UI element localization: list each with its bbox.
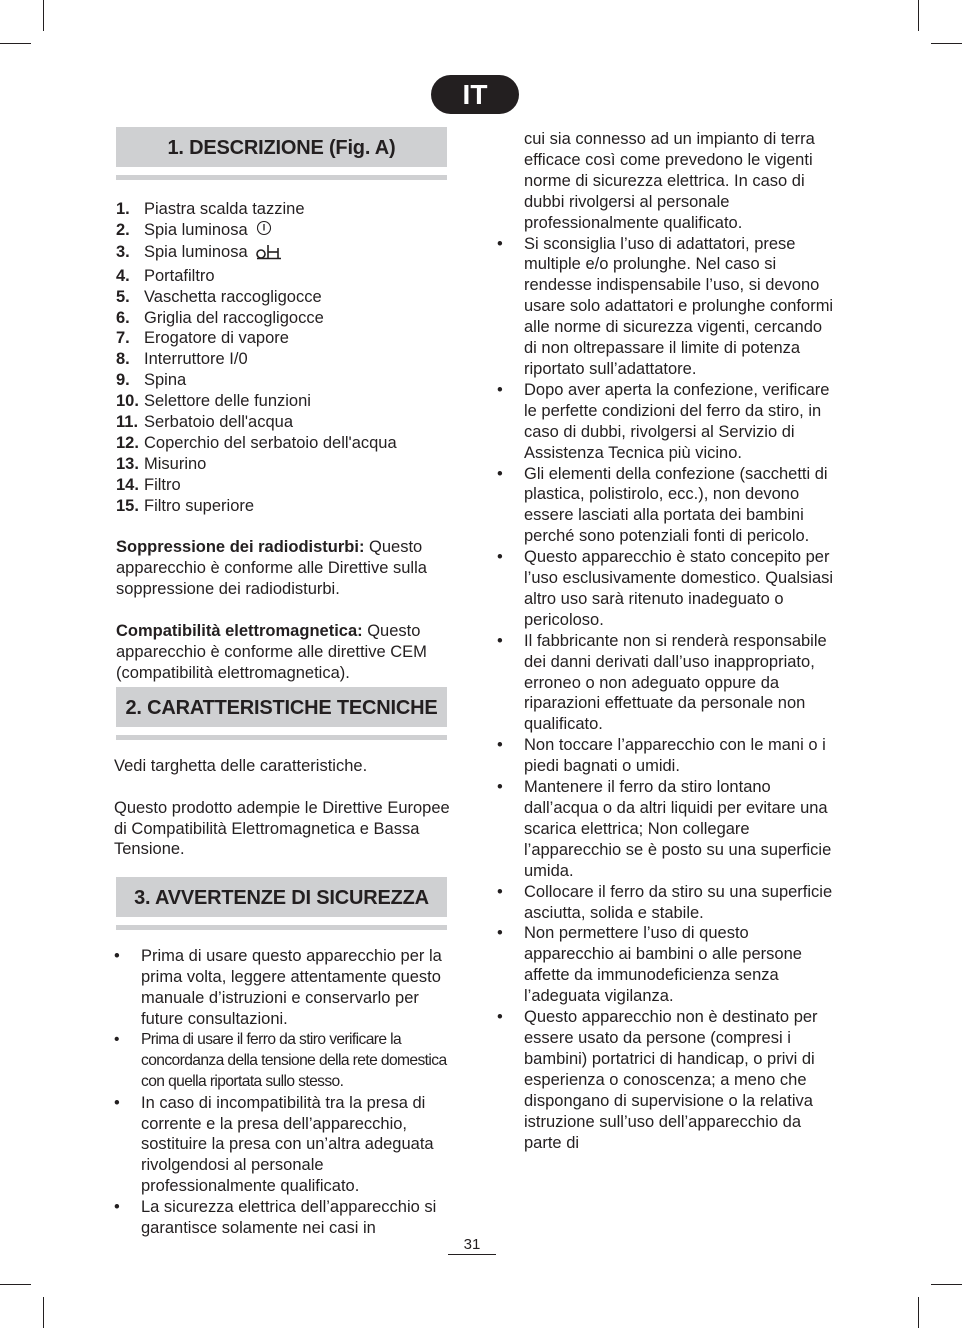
item-number: 8.: [116, 350, 130, 369]
safety-warning-text: Non toccare l’apparecchio con le mani o i piedi bagnati o umidi.: [524, 736, 826, 776]
item-label: Vaschetta raccogligocce: [144, 287, 322, 306]
safety-warning-item: [112, 1030, 462, 1093]
crop-mark: [0, 43, 31, 44]
safety-warning-text: Mantenere il ferro da stiro lontano dall’acqua o da altri liquidi per evitare una scarica elettrica; Non collegare l’apparecchio se è posto su una superficie umida.: [524, 778, 832, 880]
safety-warnings-list-right: [495, 234, 835, 1154]
safety-warning-item: [495, 380, 835, 464]
bullet-icon: •: [114, 1093, 120, 1112]
item-label: Interruttore I/0: [144, 350, 248, 369]
description-item: [116, 475, 462, 496]
description-item: [116, 454, 462, 475]
description-item: [116, 370, 462, 391]
bullet-icon: •: [497, 464, 503, 483]
bullet-icon: •: [497, 234, 503, 253]
item-number: 1.: [116, 200, 130, 218]
description-item: [116, 391, 462, 412]
steam-symbol-icon: [256, 242, 282, 266]
item-label: Portafiltro: [144, 266, 215, 285]
description-item: [116, 412, 462, 433]
safety-warning-item: [495, 882, 835, 924]
bullet-icon: •: [497, 924, 503, 943]
item-label: Filtro: [144, 475, 181, 494]
left-column: [112, 127, 462, 1239]
safety-warning-text: Dopo aver aperta la confezione, verificare le perfette condizioni del ferro da stiro, in caso di dubbi, rivolgersi al Servizio di Assistenza Tecnica più vicino.: [524, 380, 830, 462]
safety-warning-item: [112, 1093, 462, 1198]
item-number: 13.: [116, 454, 139, 473]
safety-warning-text: Il fabbricante non si renderà responsabile dei danni derivati dall’uso inappropriato, erroneo o non adeguato oppure da riparazioni effettuate da personale non qualificato.: [524, 631, 827, 734]
item-number: 5.: [116, 287, 130, 306]
safety-warning-item: [112, 1197, 462, 1239]
section-3-header: [116, 877, 447, 930]
safety-warning-text: La sicurezza elettrica dell’apparecchio si garantisce solamente nei casi in: [141, 1198, 437, 1238]
safety-warning-item: [495, 1007, 835, 1153]
description-item: [116, 328, 462, 349]
description-item: [116, 220, 462, 242]
item-label: Griglia del raccogligocce: [144, 308, 324, 327]
safety-warning-item: [495, 923, 835, 1007]
right-column: [495, 129, 835, 1153]
safety-warning-text: Collocare il ferro da stiro su una superficie asciutta, solida e stabile.: [524, 882, 833, 922]
emc-paragraph: [116, 621, 462, 684]
bullet-icon: •: [497, 882, 503, 901]
item-number: 11.: [116, 413, 139, 432]
item-label: Coperchio del serbatoio dell'acqua: [144, 433, 397, 452]
description-list: [116, 199, 462, 517]
bullet-icon: •: [497, 1008, 503, 1027]
safety-warning-item: [112, 946, 462, 1030]
safety-warning-text: Prima di usare il ferro da stiro verificare la concordanza della tensione della rete domestica con quella riportata sullo stesso.: [141, 1030, 447, 1090]
item-number: 3.: [116, 242, 130, 261]
bullet-icon: •: [114, 1030, 119, 1048]
item-label: Piastra scalda tazzine: [144, 200, 305, 218]
crop-mark: [43, 1297, 44, 1328]
safety-warning-item: [495, 631, 835, 736]
radio-interference-text: Questo apparecchio è conforme alle Direttive sulla soppressione dei radiodisturbi.: [116, 538, 427, 599]
section-1-title: 1. DESCRIZIONE (Fig. A): [116, 127, 447, 167]
bullet-icon: •: [114, 1198, 120, 1217]
page-number: 31: [463, 1236, 481, 1253]
bullet-icon: •: [497, 548, 503, 567]
item-number: 4.: [116, 266, 130, 285]
language-badge: IT: [431, 75, 519, 114]
item-number: 2.: [116, 220, 130, 239]
directives-paragraph: Questo prodotto adempie le Direttive Europee di Compatibilità Elettromagnetica e Bassa Tensione.: [114, 798, 450, 859]
item-number: 15.: [116, 496, 139, 515]
bullet-icon: •: [497, 736, 503, 755]
bullet-icon: •: [114, 947, 120, 966]
safety-warnings-list-left: [112, 946, 462, 1239]
item-number: 10.: [116, 392, 139, 411]
safety-warning-item: [495, 234, 835, 380]
safety-warning-text: Questo apparecchio non è destinato per essere usato da persone (compresi i bambini) portatrici di handicap, o privi di esperienza o conoscenza; a meno che dispongano di supervisione o la relativa istruzione sull’uso dell’apparecchio da parte di: [524, 1008, 818, 1152]
section-divider: [116, 925, 447, 930]
item-label: Spia luminosa: [144, 220, 248, 239]
technical-specs-paragraph: Vedi targhetta delle caratteristiche.: [114, 756, 368, 775]
safety-warning-item: [495, 547, 835, 631]
item-label: Selettore delle funzioni: [144, 392, 311, 411]
section-3-title: 3. AVVERTENZE DI SICUREZZA: [116, 877, 447, 917]
power-symbol-icon: [256, 220, 272, 242]
item-label: Erogatore di vapore: [144, 329, 289, 348]
emc-text: Questo apparecchio è conforme alle direttive CEM (compatibilità elettromagnetica).: [116, 622, 427, 682]
description-item: [116, 308, 462, 329]
item-label: Spina: [144, 371, 187, 390]
safety-warning-text: Non permettere l’uso di questo apparecchio ai bambini o alle persone affette da immunodeficienza senza l’adeguata vigilanza.: [524, 924, 802, 1006]
item-label: Spia luminosa: [144, 242, 248, 261]
description-item: [116, 496, 462, 517]
page-number-rule: [448, 1254, 496, 1255]
safety-warning-item: [495, 735, 835, 777]
bullet-icon: •: [497, 778, 503, 797]
description-item: [116, 433, 462, 454]
safety-warning-item: [495, 777, 835, 882]
description-item: [116, 242, 462, 266]
crop-mark: [918, 1297, 919, 1328]
safety-warning-item: [495, 464, 835, 548]
item-number: 14.: [116, 475, 139, 494]
description-item: [116, 199, 462, 220]
safety-warning-text: Prima di usare questo apparecchio per la prima volta, leggere attentamente questo manuale d’istruzioni e conservarlo per future consultazioni.: [141, 947, 442, 1029]
radio-interference-paragraph: [116, 537, 462, 600]
crop-mark: [918, 0, 919, 31]
safety-warning-text: In caso di incompatibilità tra la presa di corrente e la presa dell’apparecchio, sostituire la presa con un’altra adeguata rivolgendosi al personale professionalmente qualificato.: [141, 1093, 434, 1196]
description-item: [116, 287, 462, 308]
item-number: 7.: [116, 329, 130, 348]
emc-title: Compatibilità elettromagnetica:: [116, 622, 363, 641]
crop-mark: [0, 1284, 31, 1285]
bullet-icon: •: [497, 631, 503, 650]
item-number: 12.: [116, 433, 139, 452]
section-2-header: [116, 687, 447, 740]
item-number: 9.: [116, 371, 130, 390]
crop-mark: [43, 0, 44, 31]
safety-warning-text: Questo apparecchio è stato concepito per l’uso esclusivamente domestico. Qualsiasi altro uso sarà ritenuto inadeguato o pericoloso.: [524, 548, 834, 629]
safety-continuation-text: cui sia connesso ad un impianto di terra efficace così come prevedono le vigenti norme di sicurezza elettrica. In caso di dubbi rivolgersi al personale professionalmente qualificato.: [524, 130, 815, 232]
safety-warning-text: Gli elementi della confezione (sacchetti di plastica, polistirolo, ecc.), non devono essere lasciati alla portata dei bambini perché sono potenziali fonti di pericolo.: [524, 464, 828, 546]
description-item: [116, 349, 462, 370]
section-2-title: 2. CARATTERISTICHE TECNICHE: [116, 687, 447, 727]
section-divider: [116, 735, 447, 740]
radio-interference-title: Soppressione dei radiodisturbi:: [116, 538, 365, 557]
item-label: Filtro superiore: [144, 496, 255, 515]
description-item: [116, 266, 462, 287]
item-label: Misurino: [144, 454, 207, 473]
crop-mark: [931, 1284, 962, 1285]
section-1-header: [116, 127, 447, 180]
section-divider: [116, 175, 447, 180]
bullet-icon: •: [497, 380, 503, 399]
crop-mark: [931, 43, 962, 44]
item-number: 6.: [116, 308, 130, 327]
item-label: Serbatoio dell'acqua: [144, 413, 294, 432]
safety-warning-text: Si sconsiglia l’uso di adattatori, prese multiple e/o prolunghe. Nel caso si rendesse indispensabile l’uso, si devono usare solo adattatori e prolunghe conformi alle norme di sicurezza vigenti, cercando di non oltrepassare il limite di potenza riportato sull’adattatore.: [524, 234, 834, 378]
